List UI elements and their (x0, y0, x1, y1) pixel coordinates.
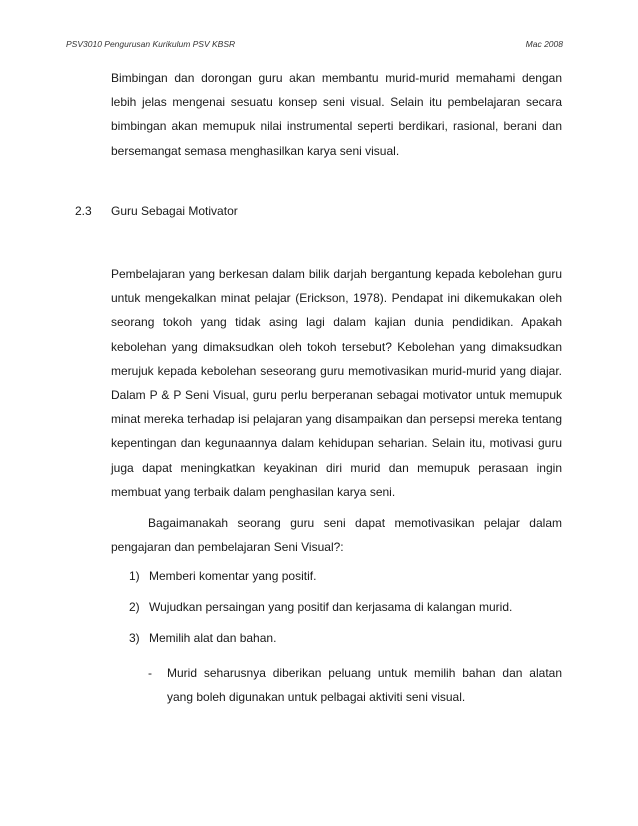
list-item (129, 569, 316, 583)
list-item (129, 600, 512, 614)
main-paragraph: Pembelajaran yang berkesan dalam bilik darjah bergantung kepada kebolehan guru untuk mengekalkan minat pelajar (Erickson, 1978). Pendapat ini dikemukakan oleh seorang tokoh yang tidak asing lagi dalam kajian dunia pendidikan. Apakah kebolehan yang dimaksudkan oleh tokoh tersebut? Kebolehan yang dimaksudkan merujuk kepada kebolehan seseorang guru memotivasikan murid-murid yang diajar. Dalam P & P Seni Visual, guru perlu berperanan sebagai motivator untuk memupuk minat mereka terhadap isi pelajaran yang disampaikan dan persepsi mereka tentang kepentingan dan kegunaannya dalam kehidupan seharian. Selain itu, motivasi guru juga dapat meningkatkan keyakinan diri murid dan memupuk perasaan ingin membuat yang terbaik dalam penghasilan karya seni. (111, 267, 562, 499)
page-header (66, 39, 563, 53)
list-item-text: Memilih alat dan bahan. (149, 631, 277, 645)
list-item-text: Memberi komentar yang positif. (149, 569, 317, 583)
sublist-item (148, 661, 562, 709)
sublist-bullet: - (148, 666, 152, 680)
sublist-text: Murid seharusnya diberikan peluang untuk memilih bahan dan alatan yang boleh digunakan untuk pelbagai aktiviti seni visual. (167, 666, 562, 704)
question-paragraph: Bagaimanakah seorang guru seni dapat memotivasikan pelajar dalam pengajaran dan pembelajaran Seni Visual?: (111, 516, 562, 555)
list-item-number: 1) (129, 569, 140, 583)
header-date: Mac 2008 (525, 39, 563, 49)
intro-paragraph: Bimbingan dan dorongan guru akan membantu murid-murid memahami dengan lebih jelas mengenai sesuatu konsep seni visual. Selain itu pembelajaran secara bimbingan akan memupuk nilai instrumental seperti berdikari, rasional, berani dan bersemangat semasa menghasilkan karya seni visual. (111, 71, 562, 158)
list-item (129, 631, 276, 645)
section-number: 2.3 (75, 204, 92, 218)
list-item-number: 2) (129, 600, 140, 614)
list-item-text: Wujudkan persaingan yang positif dan kerjasama di kalangan murid. (149, 600, 513, 614)
section-title: Guru Sebagai Motivator (111, 204, 238, 218)
header-course-title: PSV3010 Pengurusan Kurikulum PSV KBSR (66, 39, 236, 49)
list-item-number: 3) (129, 631, 140, 645)
